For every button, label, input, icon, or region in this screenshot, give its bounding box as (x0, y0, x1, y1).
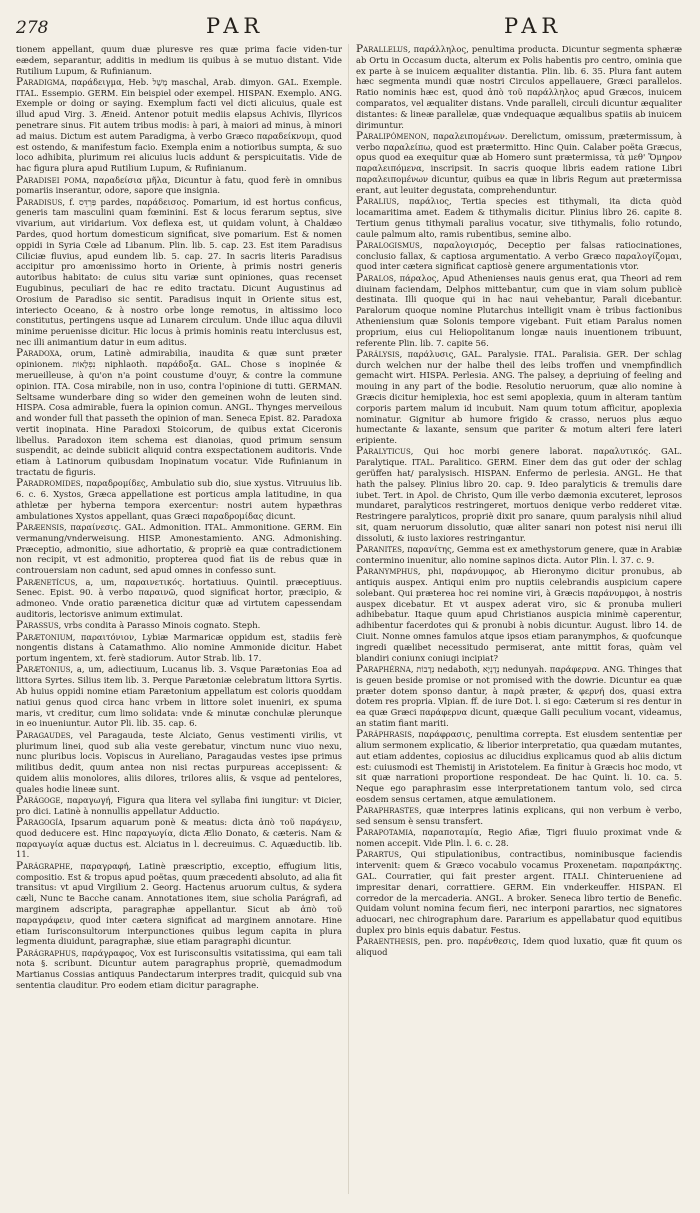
dictionary-entry: Paraenthesis, pen. pro. παρένθεσις, Idem quod luxatio, quæ fit quum os aliquod (356, 935, 682, 958)
entry-headword: Parartus (356, 848, 399, 861)
dictionary-entry: Parágraphus, παράγραφος, Vox est Iurisconsultis vsitatissima, qui eam tali nota §. scribunt. Dicuntur autem paragraphus propriè, quemadmodum Martianus Cossias antiquus Pandectarum interpres tradit, quicquid sub vna sententia clauditur. Pro eodem etiam dicitur paragraphe. (16, 946, 342, 991)
dictionary-entry: Paralius, παράλιος, Tertia species est tithymali, ita dicta quòd locamaritima amet. Eadem & tithymalis dicitur. Plinius libro 26. capite 8. Tertium genus tithymali paralius vocatur, sive tithymalis, folio rotundo, caule palmum alto, ramis rubentibus, semine albo. (356, 195, 682, 239)
entry-text: παραλειπομένων. Derelictum, omissum, prætermissum, à verbo παραλείπω, quod est prætermitto. Hinc Quin. Calaber poëta Græcus, opus quod ea exequitur quæ ab Homero sunt prætermissa, τὰ μεθ' Ὅμηρον παραλειπόμενα, inscripsit. In sacris quoque libris eadem ratione Libri παραλειπομένων dicuntur, quibus ea quæ in libris Regum aut prætermissa erant, aut leuiter degustata, comprehenduntur. (356, 130, 682, 195)
entry-headword: Parallelus (356, 44, 408, 55)
entry-headword: Parassus (16, 619, 59, 632)
entry-text: a, um, παραινετικός. hortatiuus. Quintil. præceptiuus. Senec. Epist. 90. à verbo παραινῶ, quod significat hortor, præcipio, & admoneo. Vnde oratio parænetica dicitur quæ ad virtutem capessendam auditoris, lectorisve animum extimulat. (16, 576, 342, 619)
dictionary-entry: Parartus, Qui stipulationibus, contractibus, nominibusque faciendis intervenit: quem & Græco vocabulo vocamus Proxenetam. παραπράκτης. GAL. Courratier, qui fait prester argent. ITALI. Chinterueniene ad impresitar denari, corrattiere. GERM. Ein vnderkeuffer. HISPAN. El corredor de la mercaderia. ANGL. A broker. Seneca libro tertio de Benefic. Quidam volunt nomina fecum fieri, nec interponi parartios, nec signatores aduocari, nec chirographum dare. Pararium es appellabatur quod equitibus duplex pro binis equis dabatur. Festus. (356, 848, 682, 936)
dictionary-entry: Parænetícus, a, um, παραινετικός. hortatiuus. Quintil. præceptiuus. Senec. Epist. 90. à verbo παραινῶ, quod significat hortor, præcipio, & admoneo. Vnde oratio parænetica dicitur quæ ad virtutem capessendam auditoris, lectorisve animum extimulat. (16, 575, 342, 619)
entry-headword: Paráphrasis (356, 728, 412, 741)
dictionary-entry: Parágoge, παραγωγή, Figura qua litera vel syllaba fini iungitur: vt Dicier, pro dici. Latinè à nonnullis appellatur Adductio. (16, 793, 342, 816)
page-number: 278 (16, 18, 49, 38)
entry-headword: Parágraphus (16, 946, 76, 959)
entry-text: orum, Latinè admirabilia, inaudita & quæ sunt præter opinionem. נִפְלָאוֹת niphlaoth. παράδοξα. GAL. Chose s inopinée & merueilleuse, à qu'on n'a point coustume d'ouyr, & contre la commune opinion. ITA. Cosa mirabile, non in uso, contra l'opinione di tutti. GERMAN. Seltsame wunderbare ding so wider den gemeinen wohn de leuten sind. HISPA. Cosa admirable, fuera la opinion comun. ANGL. Thynges merveilous and wonder full that passeth the opinion of man. Seneca Epist. 82. Paradoxa vertit inopinata. Hine Paradoxi Stoicorum, de quibus extat Ciceronis libellus. Paradoxon item schema est dianoias, quod primum sensum suspendit, ac deinde subiicit aliquid contra exspectationem auditoris. Vnde etiam à Latinorum quibusdam Inopinatum vocatur. Vide Rufinianum in tractatu de figuris. (16, 348, 342, 478)
left-column (16, 44, 342, 1199)
entry-headword: Parágoge (16, 793, 61, 806)
entry-headword: Paraphrastes (356, 804, 419, 817)
entry-text: παράλληλος, penultima producta. Dicuntur segmenta sphæræ ab Ortu in Occasum ducta, alterum ex Polis habentis pro centro, ominia que ex parte à se inuicem æqualiter distantia. Plin. lib. 6. 35. Plura fant autem hæc segmenta mundi quæ nostri Circulos appellauere, Græci parallelos. Ratio nominis hæc est, quod ἀπὸ τοῦ παράλληλος apud Græcos, inuicem comparatos, vel æqualiter distans. Vnde paralleli, circuli dicuntur æqualiter distantes: & lineæ parallelæ, quæ vndequaque æqualibus spatiis ab inuicem dirimuntur. (356, 44, 682, 130)
dictionary-entry: Parallelus, παράλληλος, penultima producta. Dicuntur segmenta sphæræ ab Ortu in Occasum ducta, alterum ex Polis habentis pro centro, ominia que ex parte à se inuicem æqualiter distantia. Plin. lib. 6. 35. Plura fant autem hæc segmenta mundi quæ nostri Circulos appellauere, Græci parallelos. Ratio nominis hæc est, quod ἀπὸ τοῦ παράλληλος apud Græcos, inuicem comparatos, vel æqualiter distans. Vnde paralleli, circuli dicuntur æqualiter distantes: & lineæ parallelæ, quæ vndequaque æqualibus spatiis ab inuicem dirimuntur. (356, 44, 682, 130)
dictionary-entry: Paralyticus, Qui hoc morbi genere laborat. παραλυτικός. GAL. Paralytique. ITAL. Paralitico. GERM. Einer dem das gut oder der schlag gerüffen hat/ paralysisch. HISPAN. Enfermo de perlesia. ANGL. He that hath the palsey. Plinius libro 20. cap. 9. Ideo paralyticis & tremulis dare iubet. Tert. in Apol. de Christo, Qum ille verbo dæmonia excuteret, leprosos mundaret, paralyticos restringeret, mortuos denique verbo redderet vitæ. Restringere paralyticos, propriè dixit pro sanare, quum paralysis nihil aliud sit, quam neruorum dissolutio, quæ aliter sanari non potest nisi nerui illi dissoluti, & iusto laxiores restringantur. (356, 445, 682, 543)
entry-headword: Paralyticus (356, 445, 411, 458)
dictionary-entry: Paralipómenon, παραλειπομένων. Derelictum, omissum, prætermissum, à verbo παραλείπω, quod est prætermitto. Hinc Quin. Calaber poëta Græcus, opus quod ea exequitur quæ ab Homero sunt prætermissa, τὰ μεθ' Ὅμηρον παραλειπόμενα, inscripsit. In sacris quoque libris eadem ratione Libri παραλειπομένων dicuntur, quibus ea quæ in libris Regum aut prætermissa erant, aut leuiter degustata, comprehenduntur. (356, 129, 682, 195)
dictionary-entry: Parassus, vrbs condita à Parasso Minois cognato. Steph. (16, 619, 261, 632)
dictionary-entry: Paralos, πάραλος, Apud Athenienses nauis genus erat, qua Theori ad rem diuinam faciendam, Delphos mittebantur, cum que in viam solum publicè destinata. Illi quoque qui in hac naui vehebantur, Parali dicebantur. Paralorum quoque nomine Plutarchus intelligit vnam è tribus factionibus Atheniensium quæ Solonis tempore vigebant. Fuit etiam Paralus nomen proprium, eius cui Heliopolitanum longæ nauis inuentionem tribuunt, referente Plin. lib. 7. capite 56. (356, 271, 682, 348)
dictionary-entry: Paraphérna, נְדָבוֹת nedaboth, נְדֻנְיָא nedunyah. παράφερνα. ANG. Thinges that is geuen beside promise or not promised with the dowrie. Dicuntur ea quæ præter dotem sponso dantur, à παρὰ præter, & φερνή dos, quasi extra dotem res propria. Vlpian. ff. de iure Dot. l. si ego: Cæterum si res dentur in ea quæ Græci παράφερνα dicunt, quæque Galli peculium vocant, videamus, an statim fiant mariti. (356, 662, 682, 728)
entry-headword: Parálysis (356, 347, 400, 360)
entry-headword: Paragaudes (16, 728, 71, 741)
entry-text: παραδείσια μῆλα, Dicuntur à fatu, quod ferè in omnibus pomariis inserantur, odore, sapore que insignia. (16, 174, 342, 196)
dictionary-entry (16, 44, 342, 76)
dictionary-entry: Paradromides, παραδρομίδες, Ambulatio sub dio, siue xystus. Vitruuius lib. 6. c. 6. Xystos, Græca appellatione est porticus ampla latitudine, in qua athletæ per hyberna tempora exercentur: nostri autem hypæthras ambulationes Xystos appellant, quas Græci παραδρομίδας dicunt. (16, 477, 342, 521)
entry-headword: Paradisei poma (16, 173, 87, 186)
entry-text: παραδρομίδες, Ambulatio sub dio, siue xystus. Vitruuius lib. 6. c. 6. Xystos, Græca appellatione est porticus ampla latitudine, in qua athletæ per hyberna tempora exercentur: nostri autem hypæthras ambulationes Xystos appellant, quas Græci παραδρομίδας dicunt. (16, 478, 342, 521)
entry-headword: Paralipómenon (356, 129, 427, 142)
dictionary-entry: Paradoxa, orum, Latinè admirabilia, inaudita & quæ sunt præter opinionem. נִפְלָאוֹת niphlaoth. παράδοξα. GAL. Chose s inopinée & merueilleuse, à qu'on n'a point coustume d'ouyr, & contre la commune opinion. ITA. Cosa mirabile, non in uso, contra l'opinione di tutti. GERMAN. Seltsame wunderbare ding so wider den gemeinen wohn de leuten sind. HISPA. Cosa admirable, fuera la opinion comun. ANGL. Thynges merveilous and wonder full that passeth the opinion of man. Seneca Epist. 82. Paradoxa vertit inopinata. Hine Paradoxi Stoicorum, de quibus extat Ciceronis libellus. Paradoxon item schema est dianoias, quod primum sensum suspendit, ac deinde subiicit aliquid contra exspectationem auditoris. Vnde etiam à Latinorum quibusdam Inopinatum vocatur. Vide Rufinianum in tractatu de figuris. (16, 347, 342, 478)
entry-text: παράφρασις, penultima correpta. Est eiusdem sententiæ per alium sermonem explicatio, & liberior interpretatio, qua quædam mutantes, aut etiam addentes, copiosius ac dilucidius explicamus quod ab aliis dictum est: cuiusmodi est Themistij in Aristotelem. Ea finitur à Græcis hoc modo, vt sit quæ narrationi proportione respondeat. De hac Quint. li. 10. ca. 5. Neque ego paraphrasim esse interpretationem tantum volo, sed circa eosdem sensus certamen, atque æmulationem. (356, 729, 682, 804)
entry-text: παραίνεσις. GAL. Admonition. ITAL. Ammonitione. GERM. Ein vermanung/vnderweisung. HISP. Amonestamiento. ANG. Admonishing. Præceptio, admonitio, siue adhortatio, & propriè ea quæ contradictionem non recipit, vt est admonitio, propterea quod fiat iis de rebus quæ in controuersiam non cadunt, sed apud omnes in confesso sunt. (16, 522, 342, 576)
entry-text: f. פַּרְדֵּס pardes, παράδεισος. Pomarium, id est hortus conficus, generis tam masculini quam fœminini. Est & locus ferarum septus, sive vivarium, aut viridarium. Vox deflexa est, ut quidam volunt, à Chaldæo Pardes, quod hortum domesticum significat, sive pomarium. Est & nomen oppidi in Syria Cœle ad Libanum. Plin. lib. 5. cap. 23. Est item Paradisus Ciliciæ fluvius, apud eundem lib. 5. cap. 27. In sacris literis Paradisus accipitur pro amœnissimo horto in Oriente, à primis nostri generis autoribus habitato: de cuius situ variæ sunt opiniones, quas recenset Eugubinus, peculiari de hac re edito tractatu. Dicunt Augustinus ad Orosium de Paradiso sic sentit. Paradisus inquit in Oriente situs est, interiecto Oceano, & à nostro orbe longe remotus, in altissimo loco constitutus, pertingens usque ad Lunarem circulum. Unde illuc aqua diluvii minime peruenisse dicitur. Hic locus à primis hominis reatu interclusus est, nec illi animantium datur in eum aditus. (16, 196, 342, 348)
dictionary-entry: Parapotamia, παραποταμία, Regio Afiæ, Tigri fluuio proximat vnde & nomen accepit. Vide Plin. l. 6. c. 28. (356, 826, 682, 849)
entry-text: πάραλος, Apud Athenienses nauis genus erat, qua Theori ad rem diuinam faciendam, Delphos mittebantur, cum que in viam solum publicè destinata. Illi quoque qui in hac naui vehebantur, Parali dicebantur. Paralorum quoque nomine Plutarchus intelligit vnam è tribus factionibus Atheniensium quæ Solonis tempore vigebant. Fuit etiam Paralus nomen proprium, eius cui Heliopolitanum longæ nauis inuentionem tribuunt, referente Plin. lib. 7. capite 56. (356, 272, 682, 348)
entry-text: Qui hoc morbi genere laborat. παραλυτικός. GAL. Paralytique. ITAL. Paralitico. GERM. Einer dem das gut oder der schlag gerüffen hat/ paralysisch. HISPAN. Enfermo de perlesia. ANGL. He that hath the palsey. Plinius libro 20. cap. 9. Ideo paralyticis & tremulis dare iubet. Tert. in Apol. de Christo, Qum ille verbo dæmonia excuteret, leprosos mundaret, paralyticos restringeret, mortuos denique verbo redderet vitæ. Restringere paralyticos, propriè dixit pro sanare, quum paralysis nihil aliud sit, quam neruorum dissolutio, quæ aliter sanari non potest nisi nerui illi dissoluti, & iusto laxiores restringantur. (356, 446, 682, 543)
entry-text: παραγωγή, Figura qua litera vel syllaba fini iungitur: vt Dicier, pro dici. Latinè à nonnullis appellatur Adductio. (16, 794, 342, 816)
dictionary-entry: Paralogismus, παραλογισμός, Deceptio per falsas ratiocinationes, conclusio fallax, & captiosa argumentatio. A verbo Græco παραλογίζομαι, quod inter cætera significat captiosè genere argumentationis vtor. (356, 238, 682, 272)
entry-headword: Paraphérna (356, 662, 411, 675)
entry-headword: Paradigma (16, 75, 65, 88)
entry-headword: Parænetícus (16, 575, 76, 588)
entry-text: vrbs condita à Parasso Minois cognato. Steph. (63, 620, 261, 631)
dictionary-entry: Paranites, παρανίτης, Gemma est ex amethystorum genere, quæ in Arabiæ contermino inuenitur, alio nomine sapinos dicta. Autor Plin. l. 37. c. 9. (356, 543, 682, 565)
dictionary-entry: Paradigma, παράδειγμα, Heb. מָשָׁל maschal, Arab. dimyon. GAL. Exemple. ITAL. Essempio. GERM. Ein beispiel oder exempel. HISPAN. Exemplo. ANG. Exemple or doing or saying. Exemplum facti vel dicti alicuius, quale est illud apud Virg. 3. Æneid. Antenor potuit mediis elapsus Achivis, Illyricos penetrare sinus. Fit autem tribus modis: à pari, à maiori ad minus, à minori ad maius. Dictum est autem Paradigma, à verbo Græco παραδείκνυμι, quod est ostendo, & manifestum facio. Exempla enim a notioribus sumpta, & suo loco adhibita, plurimum rei alicuius lucis addunt & perspicuitatis. Vide de hac figura plura apud Rutilium Lupum, & Rufinianum. (16, 75, 342, 174)
entry-headword: Paradoxa (16, 347, 60, 360)
entry-headword: Paraenthesis (356, 935, 418, 948)
entry-text: phi, παράνυμφος, ab Hieronymo dicitur pronubus, ab antiquis auspex. Antiqui enim pro nuptiis celebrandis auspicium capere solebant. Qui præterea hoc rei nomine viri, à Græcis παράνυμφοι, à nostris auspex dicebatur. Et vt auspex aderat viro, sic & pronuba mulieri adhibebatur. Itaque quum apud Christianos auspicia minimè caperentur, adhibentur facerdotes qui & pronubi à nobis dicuntur. August. libro 14. de Ciuit. Nonne omnes famulos atque ipsos etiam paranymphos, & quofcunque ingredi quælibet necessitudo permiserat, ante mittit foras, quàm vel blandiri coniunx coniugi incipiat? (356, 566, 682, 663)
column-gutter (348, 44, 349, 1194)
dictionary-entry: Paræensis, παραίνεσις. GAL. Admonition. ITAL. Ammonitione. GERM. Ein vermanung/vnderweisung. HISP. Amonestamiento. ANG. Admonishing. Præceptio, admonitio, siue adhortatio, & propriè ea quæ contradictionem non recipit, vt est admonitio, propterea quod fiat iis de rebus quæ in controuersiam non cadunt, sed apud omnes in confesso sunt. (16, 521, 342, 576)
entry-text: vel Paragauda, teste Alciato, Genus vestimenti virilis, vt plurimum linei, quod sub alia veste gerebatur, vinctum nunc viuo nexu, nunc pluribus locis. Vopiscus in Aureliano, Paragaudas vestes ipse primus militibus dedit, quum antea non nisi rectas purpureas accepissent: & quidem aliis monolores, aliis dilores, trilores aliis, & vsque ad pentelores, quales hodie lineæ sunt. (16, 729, 342, 794)
entry-text: παράλιος, Tertia species est tithymali, ita dicta quòd locamaritima amet. Eadem & tithymalis dicitur. Plinius libro 26. capite 8. Tertium genus tithymali paralius vocatur, sive tithymalis, folio rotundo, caule palmum alto, ramis rubentibus, semine albo. (356, 196, 682, 239)
dictionary-entry: Paradisei poma, παραδείσια μῆλα, Dicuntur à fatu, quod ferè in omnibus pomariis inserantur, odore, sapore que insignia. (16, 173, 342, 196)
dictionary-entry: Paragaudes, vel Paragauda, teste Alciato, Genus vestimenti virilis, vt plurimum linei, quod sub alia veste gerebatur, vinctum nunc viuo nexu, nunc pluribus locis. Vopiscus in Aureliano, Paragaudas vestes ipse primus militibus dedit, quum antea non nisi rectas purpureas accepissent: & quidem aliis monolores, aliis dilores, trilores aliis, & vsque ad pentelores, quales hodie lineæ sunt. (16, 728, 342, 794)
running-head-right: PAR (504, 14, 563, 38)
entry-headword: Parætonius (16, 663, 71, 676)
entry-text: παραλογισμός, Deceptio per falsas ratiocinationes, conclusio fallax, & captiosa argumentatio. A verbo Græco παραλογίζομαι, quod inter cætera significat captiosè genere argumentationis vtor. (356, 239, 682, 272)
entry-text: παράλυσις, GAL. Paralysie. ITAL. Paralisia. GER. Der schlag durch welchen nur der halbe theil des leibs troffen und vnempfindlich gemacht wirt. HISPA. Perlesia. ANG. The palsey, a depriuing of feeling and mouing in any part of the bodie. Resolutio neruorum, quæ alio nomine à Græcis dicitur hemiplexia, hoc est semi apoplexia, quum in alteram tantùm corporis partem malum id incubuit. Nam quum totum afficitur, apoplexia nominatur. Gignitur ab humore frigido & crasso, neruos plus æquo humectante & laxante, sensum que pariter & motum alteri fere lateri eripiente. (356, 348, 682, 446)
entry-text: נְדָבוֹת nedaboth, נְדֻנְיָא nedunyah. παράφερνα. ANG. Thinges that is geuen beside promise or not promised with the dowrie. Dicuntur ea quæ præter dotem sponso dantur, à παρὰ præter, & φερνή dos, quasi extra dotem res propria. Vlpian. ff. de iure Dot. l. si ego: Cæterum si res dentur in ea quæ Græci παράφερνα dicunt, quæque Galli peculium vocant, videamus, an statim fiant mariti. (356, 663, 682, 728)
dictionary-entry: Paranymphus, phi, παράνυμφος, ab Hieronymo dicitur pronubus, ab antiquis auspex. Antiqui enim pro nuptiis celebrandis auspicium capere solebant. Qui præterea hoc rei nomine viri, à Græcis παράνυμφοι, à nostris auspex dicebatur. Et vt auspex aderat viro, sic & pronuba mulieri adhibebatur. Itaque quum apud Christianos auspicia minimè caperentur, adhibentur facerdotes qui & pronubi à nobis dicuntur. August. libro 14. de Ciuit. Nonne omnes famulos atque ipsos etiam paranymphos, & quofcunque ingredi quælibet necessitudo permiserat, ante mittit foras, quàm vel blandiri coniunx coniugi incipiat? (356, 565, 682, 663)
entry-text: παράγραφος, Vox est Iurisconsultis vsitatissima, qui eam tali nota §. scribunt. Dicuntur autem paragraphus propriè, quemadmodum Martianus Cossias antiquus Pandectarum interpres tradit, quicquid sub vna sententia clauditur. Pro eodem etiam dicitur paragraphe. (16, 947, 342, 991)
entry-headword: Paralius (356, 195, 397, 208)
entry-headword: Paradisus (16, 195, 63, 208)
entry-headword: Paralos (356, 271, 394, 284)
entry-text: παραγραφή, Latinè præscriptio, exceptio, effugium litis, compositio. Est & tropus apud poëtas, quum præcedenti absoluto, ad alia fit transitus: vt apud Virgilium 2. Georg. Hactenus aruorum cultus, & sydera cæli, Nunc te Bacche canam. Annotationes item, siue scholia Parágrafi, ad marginem adscripta, paragraphæ appellantur. Sicut ab ἀπὸ τοῦ παραγράφειν, quod inter cætera significat ad marginem annotare. Hine etiam Iurisconsultorum interpunctiones quibus legum capita in plura legmenta diuidunt, paragraphæ, siue etiam paragraphi dicuntur. (16, 860, 342, 947)
dictionary-entry: Paradisus, f. פַּרְדֵּס pardes, παράδεισος. Pomarium, id est hortus conficus, generis tam masculini quam fœminini. Est & locus ferarum septus, sive vivarium, aut viridarium. Vox deflexa est, ut quidam volunt, à Chaldæo Pardes, quod hortum domesticum significat, sive pomarium. Est & nomen oppidi in Syria Cœle ad Libanum. Plin. lib. 5. cap. 23. Est item Paradisus Ciliciæ fluvius, apud eundem lib. 5. cap. 27. In sacris literis Paradisus accipitur pro amœnissimo horto in Oriente, à primis nostri generis autoribus habitato: de cuius situ variæ sunt opiniones, quas recenset Eugubinus, peculiari de hac re edito tractatu. Dicunt Augustinus ad Orosium de Paradiso sic sentit. Paradisus inquit in Oriente situs est, interiecto Oceano, & à nostro orbe longe remotus, in altissimo loco constitutus, pertingens usque ad Lunarem circulum. Unde illuc aqua diluvii minime peruenisse dicitur. Hic locus à primis hominis reatu interclusus est, nec illi animantium datur in eum aditus. (16, 195, 342, 348)
dictionary-entry: Paraphrastes, quæ interpres latinis explicans, qui non verbum è verbo, sed sensum è sensu transfert. (356, 804, 682, 827)
entry-text: Qui stipulationibus, contractibus, nominibusque faciendis intervenit: quem & Græco vocabulo vocamus Proxenetam. παραπράκτης. GAL. Courratier, qui fait prester argent. ITALI. Chinterueniene ad impresitar denari, corrattiere. GERM. Ein vnderkeuffer. HISPAN. El corredor de la mercaderia. ANGL. A broker. Seneca libro tertio de Benefic. Quidam volunt nomina fecum fieri, nec interponi parartios, nec signatores aduocari, nec chirographum dare. Pararium es appellabatur quod equitibus duplex pro binis equis dabatur. Festus. (356, 849, 682, 936)
entry-text: Ipsarum aquarum ponè & meatus: dicta ἀπὸ τοῦ παράγειν, quod deducere est. Hinc παραγωγία, dicta Ælio Donato, & cæteris. Nam & παραγωγία aquæ ductus est. Alciatus in l. decreuimus. C. Aquæductib. lib. 11. (16, 817, 342, 860)
entry-headword: Paræensis (16, 521, 64, 534)
entry-headword: Paradromides (16, 477, 81, 490)
entry-headword: Parætonium (16, 630, 73, 643)
dictionary-entry: Parálysis, παράλυσις, GAL. Paralysie. ITAL. Paralisia. GER. Der schlag durch welchen nur der halbe theil des leibs troffen und vnempfindlich gemacht wirt. HISPA. Perlesia. ANG. The palsey, a depriuing of feeling and mouing in any part of the bodie. Resolutio neruorum, quæ alio nomine à Græcis dicitur hemiplexia, hoc est semi apoplexia, quum in alteram tantùm corporis partem malum id incubuit. Nam quum totum afficitur, apoplexia nominatur. Gignitur ab humore frigido & crasso, neruos plus æquo humectante & laxante, sensum que pariter & motum alteri fere lateri eripiente. (356, 347, 682, 446)
right-column (356, 44, 682, 1199)
entry-text: παράδειγμα, Heb. מָשָׁל maschal, Arab. dimyon. GAL. Exemple. ITAL. Essempio. GERM. Ein beispiel oder exempel. HISPAN. Exemplo. ANG. Exemple or doing or saying. Exemplum facti vel dicti alicuius, quale est illud apud Virg. 3. Æneid. Antenor potuit mediis elapsus Achivis, Illyricos penetrare sinus. Fit autem tribus modis: à pari, à maiori ad minus, à minori ad maius. Dictum est autem Paradigma, à verbo Græco παραδείκνυμι, quod est ostendo, & manifestum facio. Exempla enim a notioribus sumpta, & suo loco adhibita, plurimum rei alicuius lucis addunt & perspicuitatis. Vide de hac figura plura apud Rutilium Lupum, & Rufinianum. (16, 76, 342, 174)
dictionary-entry: Parágraphe, παραγραφή, Latinè præscriptio, exceptio, effugium litis, compositio. Est & tropus apud poëtas, quum præcedenti absoluto, ad alia fit transitus: vt apud Virgilium 2. Georg. Hactenus aruorum cultus, & sydera cæli, Nunc te Bacche canam. Annotationes item, siue scholia Parágrafi, ad marginem adscripta, paragraphæ appellantur. Sicut ab ἀπὸ τοῦ παραγράφειν, quod inter cætera significat ad marginem annotare. Hine etiam Iurisconsultorum interpunctiones quibus legum capita in plura legmenta diuidunt, paragraphæ, siue etiam paragraphi dicuntur. (16, 859, 342, 947)
entry-text: quæ interpres latinis explicans, qui non verbum è verbo, sed sensum è sensu transfert. (356, 805, 682, 827)
entry-headword: Parágraphe (16, 859, 71, 872)
entry-headword: Paralogismus (356, 238, 420, 251)
entry-text: pen. pro. παρένθεσις, Idem quod luxatio, quæ fit quum os aliquod (356, 936, 682, 958)
dictionary-entry: Parætonium, παραιτόνιον, Lybiæ Marmaricæ oppidum est, stadiis ferè nongentis distans à Catamathmo. Alio nomine Ammonide dicitur. Habet portum ingentem, xt. ferè stadiorum. Autor Strab. lib. 17. (16, 630, 342, 664)
entry-headword: Parapotamia (356, 826, 414, 839)
dictionary-entry: Paráphrasis, παράφρασις, penultima correpta. Est eiusdem sententiæ per alium sermonem explicatio, & liberior interpretatio, qua quædam mutantes, aut etiam addentes, copiosius ac dilucidius explicamus quod ab aliis dictum est: cuiusmodi est Themistij in Aristotelem. Ea finitur à Græcis hoc modo, vt sit quæ narrationi proportione respondeat. De hac Quint. li. 10. ca. 5. Neque ego paraphrasim esse interpretationem tantum volo, sed circa eosdem sensus certamen, atque æmulationem. (356, 728, 682, 804)
entry-headword: Paranites (356, 543, 402, 556)
entry-headword: Paranymphus (356, 565, 418, 578)
page-header (16, 14, 684, 44)
dictionary-entry: Parætonius, a, um, adiectiuum, Lucanus lib. 3. Vsque Parætonias Eoa ad littora Syrtes. Silius item lib. 3. Perque Parætoniæ celebratum littora Syrtis. Ab huius oppidi nomine etiam Parætonium appellatum est coloris quoddam natiui genus quod circa hanc vrbem in littore solet inueniri, ex spuma maris, vt creditur, cum limo solidata: vnde & minutæ conchulæ plerunque in eo inueniuntur. Autor Pli. lib. 35. cap. 6. (16, 663, 342, 729)
entry-text: a, um, adiectiuum, Lucanus lib. 3. Vsque Parætonias Eoa ad littora Syrtes. Silius item lib. 3. Perque Parætoniæ celebratum littora Syrtis. Ab huius oppidi nomine etiam Parætonium appellatum est coloris quoddam natiui genus quod circa hanc vrbem in littore solet inueniri, ex spuma maris, vt creditur, cum limo solidata: vnde & minutæ conchulæ plerunque in eo inueniuntur. Autor Pli. lib. 35. cap. 6. (16, 664, 342, 729)
entry-text: παραποταμία, Regio Afiæ, Tigri fluuio proximat vnde & nomen accepit. Vide Plin. l. 6. c. 28. (356, 827, 682, 849)
entry-text: παραιτόνιον, Lybiæ Marmaricæ oppidum est, stadiis ferè nongentis distans à Catamathmo. Alio nomine Ammonide dicitur. Habet portum ingentem, xt. ferè stadiorum. Autor Strab. lib. 17. (16, 631, 342, 664)
entry-text: tionem appellant, quum duæ pluresve res quæ prima facie viden-tur eædem, separantur, additis in medium iis quibus à se mutuo distant. Vide Rutilium Lupum, & Rufinianum. (16, 44, 342, 76)
running-head-left: PAR (206, 14, 265, 38)
entry-text: παρανίτης, Gemma est ex amethystorum genere, quæ in Arabiæ contermino inuenitur, alio nomine sapinos dicta. Autor Plin. l. 37. c. 9. (356, 544, 682, 565)
dictionary-entry: Paragogía, Ipsarum aquarum ponè & meatus: dicta ἀπὸ τοῦ παράγειν, quod deducere est. Hinc παραγωγία, dicta Ælio Donato, & cæteris. Nam & παραγωγία aquæ ductus est. Alciatus in l. decreuimus. C. Aquæductib. lib. 11. (16, 816, 342, 860)
entry-headword: Paragogía (16, 816, 64, 829)
